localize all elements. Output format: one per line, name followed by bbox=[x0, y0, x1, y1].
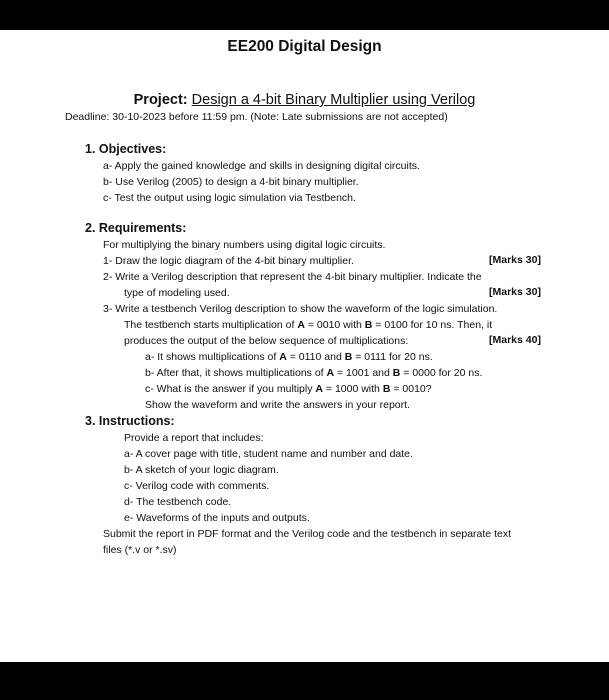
document-page bbox=[0, 30, 609, 662]
instruction-item: b- A sketch of your logic diagram. bbox=[124, 464, 279, 476]
marks-badge: [Marks 40] bbox=[489, 334, 541, 346]
objective-item: b- Use Verilog (2005) to design a 4-bit binary multiplier. bbox=[103, 176, 359, 188]
sub-item-c: c- What is the answer if you multiply A = 1000 with B = 0010? bbox=[145, 383, 432, 395]
instruction-item: e- Waveforms of the inputs and outputs. bbox=[124, 512, 310, 524]
submit-note: Submit the report in PDF format and the Verilog code and the testbench in separate text bbox=[103, 528, 511, 540]
objective-item: a- Apply the gained knowledge and skills in designing digital circuits. bbox=[103, 160, 420, 172]
requirements-intro: For multiplying the binary numbers using digital logic circuits. bbox=[103, 239, 386, 251]
sub-item-a: a- It shows multiplications of A = 0110 and B = 0111 for 20 ns. bbox=[145, 351, 433, 363]
requirement-3-cont: produces the output of the below sequence of multiplications: bbox=[124, 335, 409, 347]
project-title bbox=[0, 92, 609, 108]
requirement-2: 2- Write a Verilog description that represent the 4-bit binary multiplier. Indicate the bbox=[103, 271, 482, 283]
project-label: Project: bbox=[133, 92, 188, 108]
instruction-item: c- Verilog code with comments. bbox=[124, 480, 270, 492]
requirement-1: 1- Draw the logic diagram of the 4-bit binary multiplier. bbox=[103, 255, 354, 267]
marks-badge: [Marks 30] bbox=[489, 286, 541, 298]
show-waveform-note: Show the waveform and write the answers in your report. bbox=[145, 399, 410, 411]
sub-item-b: b- After that, it shows multiplications of A = 1001 and B = 0000 for 20 ns. bbox=[145, 367, 483, 379]
project-name: Design a 4-bit Binary Multiplier using Verilog bbox=[191, 92, 476, 108]
requirement-3: 3- Write a testbench Verilog description to show the waveform of the logic simulation. bbox=[103, 303, 498, 315]
instruction-item: a- A cover page with title, student name and number and date. bbox=[124, 448, 413, 460]
marks-badge: [Marks 30] bbox=[489, 254, 541, 266]
objective-item: c- Test the output using logic simulation via Testbench. bbox=[103, 192, 356, 204]
instructions-heading: 3. Instructions: bbox=[85, 414, 175, 428]
requirement-2-cont: type of modeling used. bbox=[124, 287, 230, 299]
instruction-item: d- The testbench code. bbox=[124, 496, 232, 508]
requirements-heading: 2. Requirements: bbox=[85, 221, 187, 235]
instructions-intro: Provide a report that includes: bbox=[124, 432, 264, 444]
course-title: EE200 Digital Design bbox=[227, 38, 382, 55]
requirement-3-cont: The testbench starts multiplication of A = 0010 with B = 0100 for 10 ns. Then, it bbox=[124, 319, 493, 331]
deadline-text: Deadline: 30-10-2023 before 11:59 pm. (Note: Late submissions are not accepted) bbox=[65, 111, 448, 123]
objectives-heading: 1. Objectives: bbox=[85, 142, 167, 156]
submit-note-cont: files (*.v or *.sv) bbox=[103, 544, 177, 556]
